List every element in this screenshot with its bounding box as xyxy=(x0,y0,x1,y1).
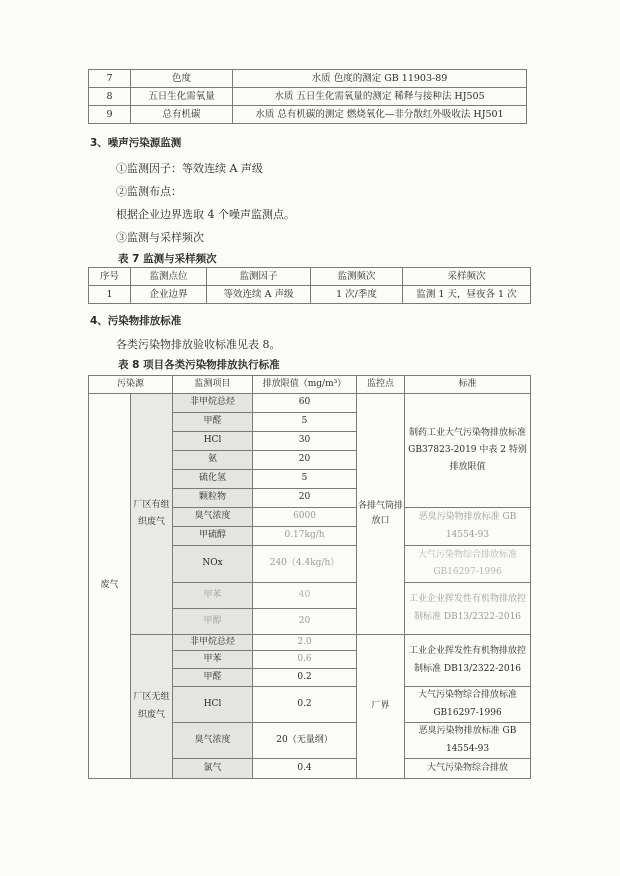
column-header: 污染源 xyxy=(89,376,173,394)
pollutant-name: 甲苯 xyxy=(173,651,253,669)
standard-text: 制药工业大气污染物排放标准 GB37823-2019 中表 2 特别排放限值 xyxy=(405,394,531,508)
section4-text: 各类污染物排放验收标准见表 8。 xyxy=(116,338,281,351)
emission-limit: 6000 xyxy=(253,508,357,527)
analyte-name: 色度 xyxy=(131,70,233,88)
pollutant-name: 甲醇 xyxy=(173,609,253,635)
table7-caption: 表 7 监测与采样频次 xyxy=(118,253,217,265)
emission-limit: 40 xyxy=(253,583,357,609)
pollutant-name: 非甲烷总烃 xyxy=(173,394,253,413)
emission-limit: 5 xyxy=(253,470,357,489)
emission-standards-table xyxy=(88,375,531,779)
standard-text: 工业企业挥发性有机物排放控制标准 DB13/2322-2016 xyxy=(405,635,531,687)
emission-limit: 20 xyxy=(253,489,357,508)
emission-limit: 5 xyxy=(253,413,357,432)
monitoring-points-text: 根据企业边界选取 4 个噪声监测点。 xyxy=(116,208,295,221)
column-header: 监测项目 xyxy=(173,376,253,394)
table-row xyxy=(89,286,531,304)
pollutant-name: 甲硫醇 xyxy=(173,527,253,546)
monitoring-points-label: ②监测布点： xyxy=(116,185,182,198)
pollutant-name: 硫化氢 xyxy=(173,470,253,489)
column-header: 监控点 xyxy=(357,376,405,394)
standard-text: 恶臭污染物排放标准 GB 14554-93 xyxy=(405,508,531,546)
row-number: 9 xyxy=(89,106,131,124)
pollutant-name: 甲苯 xyxy=(173,583,253,609)
emission-limit: 0.2 xyxy=(253,687,357,723)
section3-heading: 3、噪声污染源监测 xyxy=(90,137,182,149)
pollutant-name: NOx xyxy=(173,546,253,583)
column-header: 采样频次 xyxy=(403,268,531,286)
table-row xyxy=(89,394,531,413)
organized-source-label: 厂区有组织废气 xyxy=(131,394,173,635)
standard-text: 工业企业挥发性有机物排放控制标准 DB13/2322-2016 xyxy=(405,583,531,635)
emission-limit: 0.17kg/h xyxy=(253,527,357,546)
column-header: 序号 xyxy=(89,268,131,286)
column-header: 监测点位 xyxy=(131,268,207,286)
analyte-name: 五日生化需氧量 xyxy=(131,88,233,106)
table8-caption: 表 8 项目各类污染物排放执行标准 xyxy=(118,359,280,371)
table-header-row xyxy=(89,268,531,286)
row-number: 7 xyxy=(89,70,131,88)
pollutant-name: HCl xyxy=(173,687,253,723)
source-cell: 废气 xyxy=(89,394,131,779)
standard-text: 大气污染物综合排放 xyxy=(405,759,531,779)
unorganized-source-label: 厂区无组织废气 xyxy=(131,635,173,779)
pollutant-name: 氨 xyxy=(173,451,253,470)
table-row xyxy=(89,106,527,124)
table-cell: 监测 1 天，昼夜各 1 次 xyxy=(403,286,531,304)
analyte-name: 总有机碳 xyxy=(131,106,233,124)
emission-limit: 20 xyxy=(253,609,357,635)
standard-text: 大气污染物综合排放标准 GB16297-1996 xyxy=(405,546,531,583)
pollutant-name: 非甲烷总烃 xyxy=(173,635,253,651)
monitoring-frequency-label: ③监测与采样频次 xyxy=(116,231,204,244)
standard-text: 恶臭污染物排放标准 GB 14554-93 xyxy=(405,723,531,759)
pollutant-name: 甲醛 xyxy=(173,413,253,432)
column-header: 标准 xyxy=(405,376,531,394)
pollutant-name: HCl xyxy=(173,432,253,451)
emission-limit: 60 xyxy=(253,394,357,413)
table-cell: 1 次/季度 xyxy=(311,286,403,304)
monitoring-point: 厂界 xyxy=(357,635,405,779)
table-cell: 企业边界 xyxy=(131,286,207,304)
pollutant-name: 甲醛 xyxy=(173,669,253,687)
method-text: 水质 色度的测定 GB 11903-89 xyxy=(233,70,527,88)
emission-limit: 30 xyxy=(253,432,357,451)
emission-limit: 0.6 xyxy=(253,651,357,669)
frequency-table xyxy=(88,267,531,304)
table-row xyxy=(89,88,527,106)
table-row xyxy=(89,70,527,88)
monitoring-point: 各排气筒排放口 xyxy=(357,394,405,635)
column-header: 排放限值（mg/m³） xyxy=(253,376,357,394)
method-text: 水质 五日生化需氧量的测定 稀释与接种法 HJ505 xyxy=(233,88,527,106)
emission-limit: 2.0 xyxy=(253,635,357,651)
emission-limit: 0.2 xyxy=(253,669,357,687)
emission-limit: 20（无量纲） xyxy=(253,723,357,759)
table-cell: 1 xyxy=(89,286,131,304)
emission-limit: 20 xyxy=(253,451,357,470)
column-header: 监测频次 xyxy=(311,268,403,286)
table-row xyxy=(89,635,531,651)
column-header: 监测因子 xyxy=(207,268,311,286)
emission-limit: 0.4 xyxy=(253,759,357,779)
monitoring-factor: ①监测因子：等效连续 A 声级 xyxy=(116,162,263,175)
pollutant-name: 颗粒物 xyxy=(173,489,253,508)
table-cell: 等效连续 A 声级 xyxy=(207,286,311,304)
table-header-row xyxy=(89,376,531,394)
pollutant-name: 臭气浓度 xyxy=(173,508,253,527)
section4-heading: 4、污染物排放标准 xyxy=(90,315,182,327)
row-number: 8 xyxy=(89,88,131,106)
emission-limit: 240（4.4kg/h） xyxy=(253,546,357,583)
pollutant-name: 臭气浓度 xyxy=(173,723,253,759)
methods-table xyxy=(88,69,527,124)
pollutant-name: 氯气 xyxy=(173,759,253,779)
standard-text: 大气污染物综合排放标准 GB16297-1996 xyxy=(405,687,531,723)
method-text: 水质 总有机碳的测定 燃烧氧化—非分散红外吸收法 HJ501 xyxy=(233,106,527,124)
